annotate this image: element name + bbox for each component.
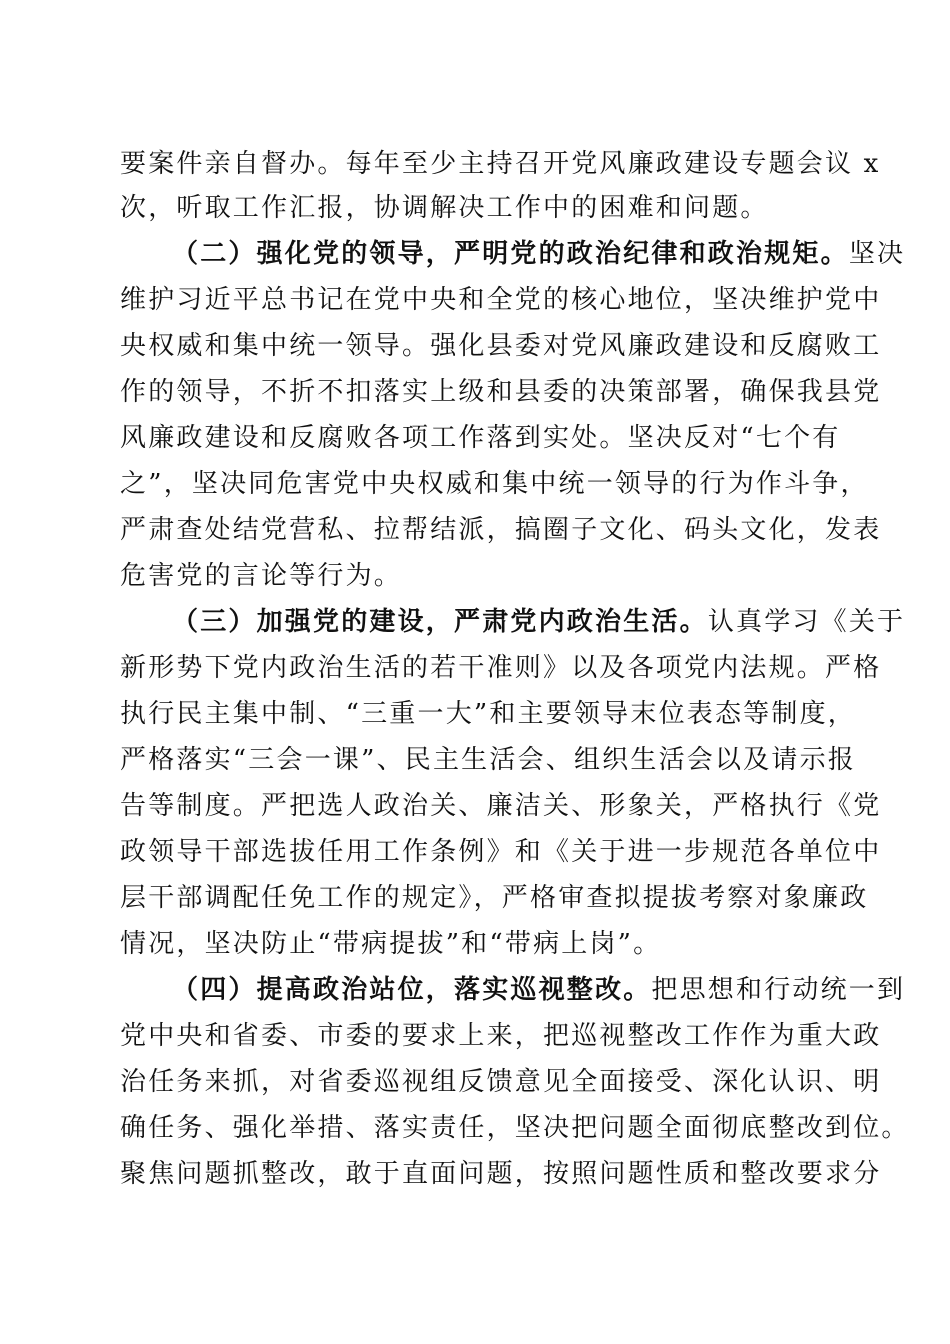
line-text: 层干部调配任免工作的规定》，严格审查拟提拔考察对象廉政 bbox=[120, 883, 869, 913]
line-text: 聚焦问题抓整改，敢于直面问题，按照问题性质和整改要求分 bbox=[120, 1159, 882, 1189]
text-line bbox=[120, 274, 882, 326]
line-text: 坚决 bbox=[848, 239, 906, 269]
text-line bbox=[120, 1102, 910, 1154]
line-text: 政领导干部选拔任用工作条例》和《关于进一步规范各单位中 bbox=[120, 837, 882, 867]
line-text: 央权威和集中统一领导。强化县委对党风廉政建设和反腐败工 bbox=[120, 331, 882, 361]
section-heading: （三）加强党的建设，严肃党内政治生活。 bbox=[172, 607, 708, 637]
text-line bbox=[120, 458, 869, 510]
line-text: 党中央和省委、市委的要求上来，把巡视整改工作作为重大政 bbox=[120, 1021, 882, 1051]
section-heading: （四）提高政治站位，落实巡视整改。 bbox=[172, 975, 652, 1005]
text-line bbox=[120, 780, 882, 832]
text-line bbox=[120, 1010, 882, 1062]
line-text: 严肃查处结党营私、拉帮结派，搞圈子文化、码头文化，发表 bbox=[120, 515, 882, 545]
line-text: 新形势下党内政治生活的若干准则》以及各项党内法规。严格 bbox=[120, 653, 882, 683]
section-heading-line bbox=[172, 596, 906, 648]
line-text: 告等制度。严把选人政治关、廉洁关、形象关，严格执行《党 bbox=[120, 791, 882, 821]
section-heading: （二）强化党的领导，严明党的政治纪律和政治规矩。 bbox=[172, 239, 849, 269]
text-line bbox=[120, 412, 840, 464]
text-line bbox=[120, 1056, 882, 1108]
line-text: 确任务、强化举措、落实责任，坚决把问题全面彻底整改到位。 bbox=[120, 1113, 910, 1143]
text-line bbox=[120, 642, 882, 694]
text-line bbox=[120, 550, 840, 602]
text-line bbox=[120, 182, 840, 234]
text-line bbox=[120, 734, 856, 786]
text-line bbox=[120, 918, 840, 970]
section-heading-line bbox=[172, 964, 906, 1016]
text-line bbox=[120, 872, 869, 924]
line-text: 把思想和行动统一到 bbox=[651, 975, 906, 1005]
line-text: 危害党的言论等行为。 bbox=[120, 561, 403, 591]
line-text: 情况，坚决防止“带病提拔”和“带病上岗”。 bbox=[120, 929, 662, 959]
line-text: 作的领导，不折不扣落实上级和县委的决策部署，确保我县党 bbox=[120, 377, 882, 407]
line-text: 风廉政建设和反腐败各项工作落到实处。坚决反对“七个有 bbox=[120, 423, 841, 453]
line-text: 治任务来抓，对省委巡视组反馈意见全面接受、深化认识、明 bbox=[120, 1067, 882, 1097]
section-heading-line bbox=[172, 228, 906, 280]
text-line bbox=[120, 826, 882, 878]
line-text: 严格落实“三会一课”、民主生活会、组织生活会以及请示报 bbox=[120, 745, 856, 775]
text-line bbox=[120, 688, 856, 740]
text-line bbox=[120, 504, 882, 556]
text-line bbox=[120, 320, 882, 372]
line-text: 要案件亲自督办。每年至少主持召开党风廉政建设专题会议 x bbox=[120, 149, 881, 179]
text-line bbox=[120, 366, 882, 418]
line-text: 次，听取工作汇报，协调解决工作中的困难和问题。 bbox=[120, 193, 769, 223]
text-line bbox=[120, 1148, 882, 1200]
line-text: 维护习近平总书记在党中央和全党的核心地位，坚决维护党中 bbox=[120, 285, 882, 315]
line-text: 认真学习《关于 bbox=[707, 607, 906, 637]
line-text: 之”，坚决同危害党中央权威和集中统一领导的行为作斗争， bbox=[120, 469, 869, 499]
line-text: 执行民主集中制、“三重一大”和主要领导末位表态等制度， bbox=[120, 699, 856, 729]
